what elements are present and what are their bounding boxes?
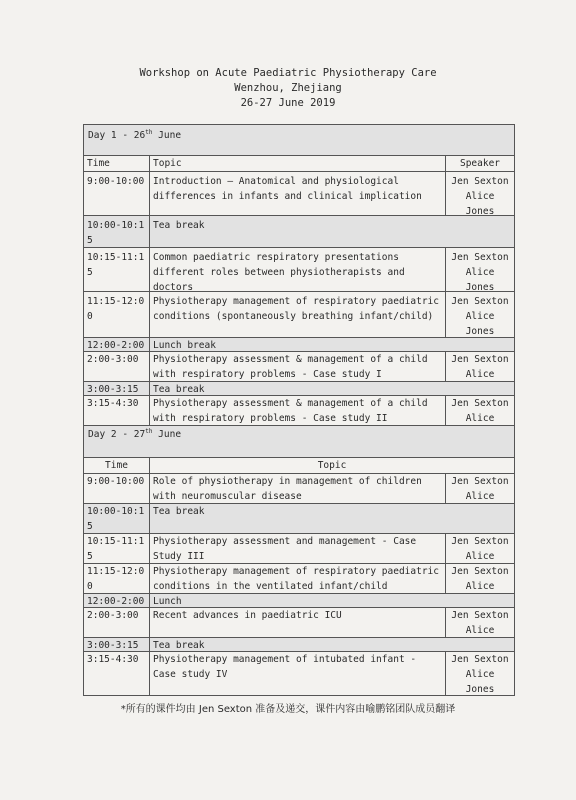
topic-cell: Tea break [153, 384, 205, 395]
topic-cell: Lunch break [153, 340, 216, 351]
time-cell: 12:00-2:00 [84, 338, 150, 351]
speaker-cell: Jen Sexton Alice [451, 610, 509, 636]
table-row [84, 171, 514, 215]
table-row [84, 247, 514, 291]
table-row [84, 215, 514, 247]
col-speaker-header: Speaker [459, 158, 501, 169]
time-cell: 10:00-10:1 5 [84, 216, 150, 247]
day1-label: Day 1 - 26th June [88, 128, 182, 141]
topic-cell: Physiotherapy management of respiratory paediatric conditions in the ventilated infant/child [150, 564, 446, 593]
day2-header [84, 425, 514, 457]
table-row [84, 593, 514, 607]
time-cell: 11:15-12:0 0 [84, 292, 150, 337]
topic-cell: Recent advances in paediatric ICU [150, 608, 446, 637]
table-row [84, 607, 514, 637]
day1-header [84, 125, 514, 155]
speaker-cell: Jen Sexton Alice Jones [451, 176, 509, 215]
speaker-cell: Jen Sexton Alice Jones [451, 654, 509, 695]
table-row [84, 651, 514, 695]
col-topic-header: Topic [317, 460, 347, 471]
speaker-cell: Jen Sexton Alice [451, 398, 509, 424]
topic-cell: Physiotherapy management of respiratory paediatric conditions (spontaneously breathing infant/child) [150, 292, 446, 337]
table-row [84, 291, 514, 337]
time-cell: 3:00-3:15 [84, 638, 150, 651]
topic-cell: Physiotherapy management of intubated infant - Case study IV [150, 652, 446, 695]
time-cell: 3:15-4:30 [84, 652, 150, 695]
col-topic-header: Topic [150, 156, 446, 171]
topic-cell: Physiotherapy assessment & management of a child with respiratory problems - Case study I [150, 352, 446, 381]
topic-cell: Tea break [153, 506, 205, 517]
day1-column-headers [84, 155, 514, 171]
topic-cell: Physiotherapy assessment & management of a child with respiratory problems - Case study II [150, 396, 446, 425]
day2-column-headers [84, 457, 514, 473]
time-cell: 9:00-10:00 [84, 172, 150, 215]
table-row [84, 381, 514, 395]
doc-title: Workshop on Acute Paediatric Physiotherapy Care [139, 67, 437, 79]
topic-cell: Tea break [153, 640, 205, 651]
time-cell: 3:15-4:30 [84, 396, 150, 425]
time-cell: 2:00-3:00 [84, 352, 150, 381]
speaker-cell: Jen Sexton Alice Jones [451, 252, 509, 291]
speaker-cell: Jen Sexton Alice [451, 354, 509, 380]
time-cell: 10:00-10:1 5 [84, 504, 150, 533]
speaker-cell: Jen Sexton Alice [451, 536, 509, 562]
topic-cell: Lunch [153, 596, 182, 607]
col-time-header: Time [84, 458, 150, 473]
topic-cell: Tea break [153, 220, 205, 231]
topic-cell: Role of physiotherapy in management of children with neuromuscular disease [150, 474, 446, 503]
time-cell: 9:00-10:00 [84, 474, 150, 503]
time-cell: 3:00-3:15 [84, 382, 150, 395]
doc-location: Wenzhou, Zhejiang [234, 82, 342, 94]
time-cell: 2:00-3:00 [84, 608, 150, 637]
table-row [84, 533, 514, 563]
table-row [84, 503, 514, 533]
table-row [84, 563, 514, 593]
time-cell: 12:00-2:00 [84, 594, 150, 607]
table-row [84, 395, 514, 425]
time-cell: 10:15-11:1 5 [84, 534, 150, 563]
doc-dates: 26-27 June 2019 [240, 97, 336, 109]
footer-note: *所有的课件均由 Jen Sexton 准备及递交，课件内容由喻鹏铭团队成员翻译 [120, 704, 456, 715]
day2-label: Day 2 - 27th June [88, 427, 182, 440]
speaker-cell: Jen Sexton Alice [451, 566, 509, 592]
speaker-cell: Jen Sexton Alice Jones [451, 296, 509, 337]
speaker-cell: Jen Sexton Alice [451, 476, 509, 502]
time-cell: 10:15-11:1 5 [84, 248, 150, 291]
table-row [84, 637, 514, 651]
topic-cell: Physiotherapy assessment and management - Case Study III [150, 534, 446, 563]
time-cell: 11:15-12:0 0 [84, 564, 150, 593]
topic-cell: Introduction – Anatomical and physiological differences in infants and clinical implication [150, 172, 446, 215]
table-row [84, 473, 514, 503]
schedule-table [83, 124, 515, 696]
topic-cell: Common paediatric respiratory presentations different roles between physiotherapists and doctors [150, 248, 446, 291]
col-time-header: Time [84, 156, 150, 171]
table-row [84, 351, 514, 381]
table-row [84, 337, 514, 351]
